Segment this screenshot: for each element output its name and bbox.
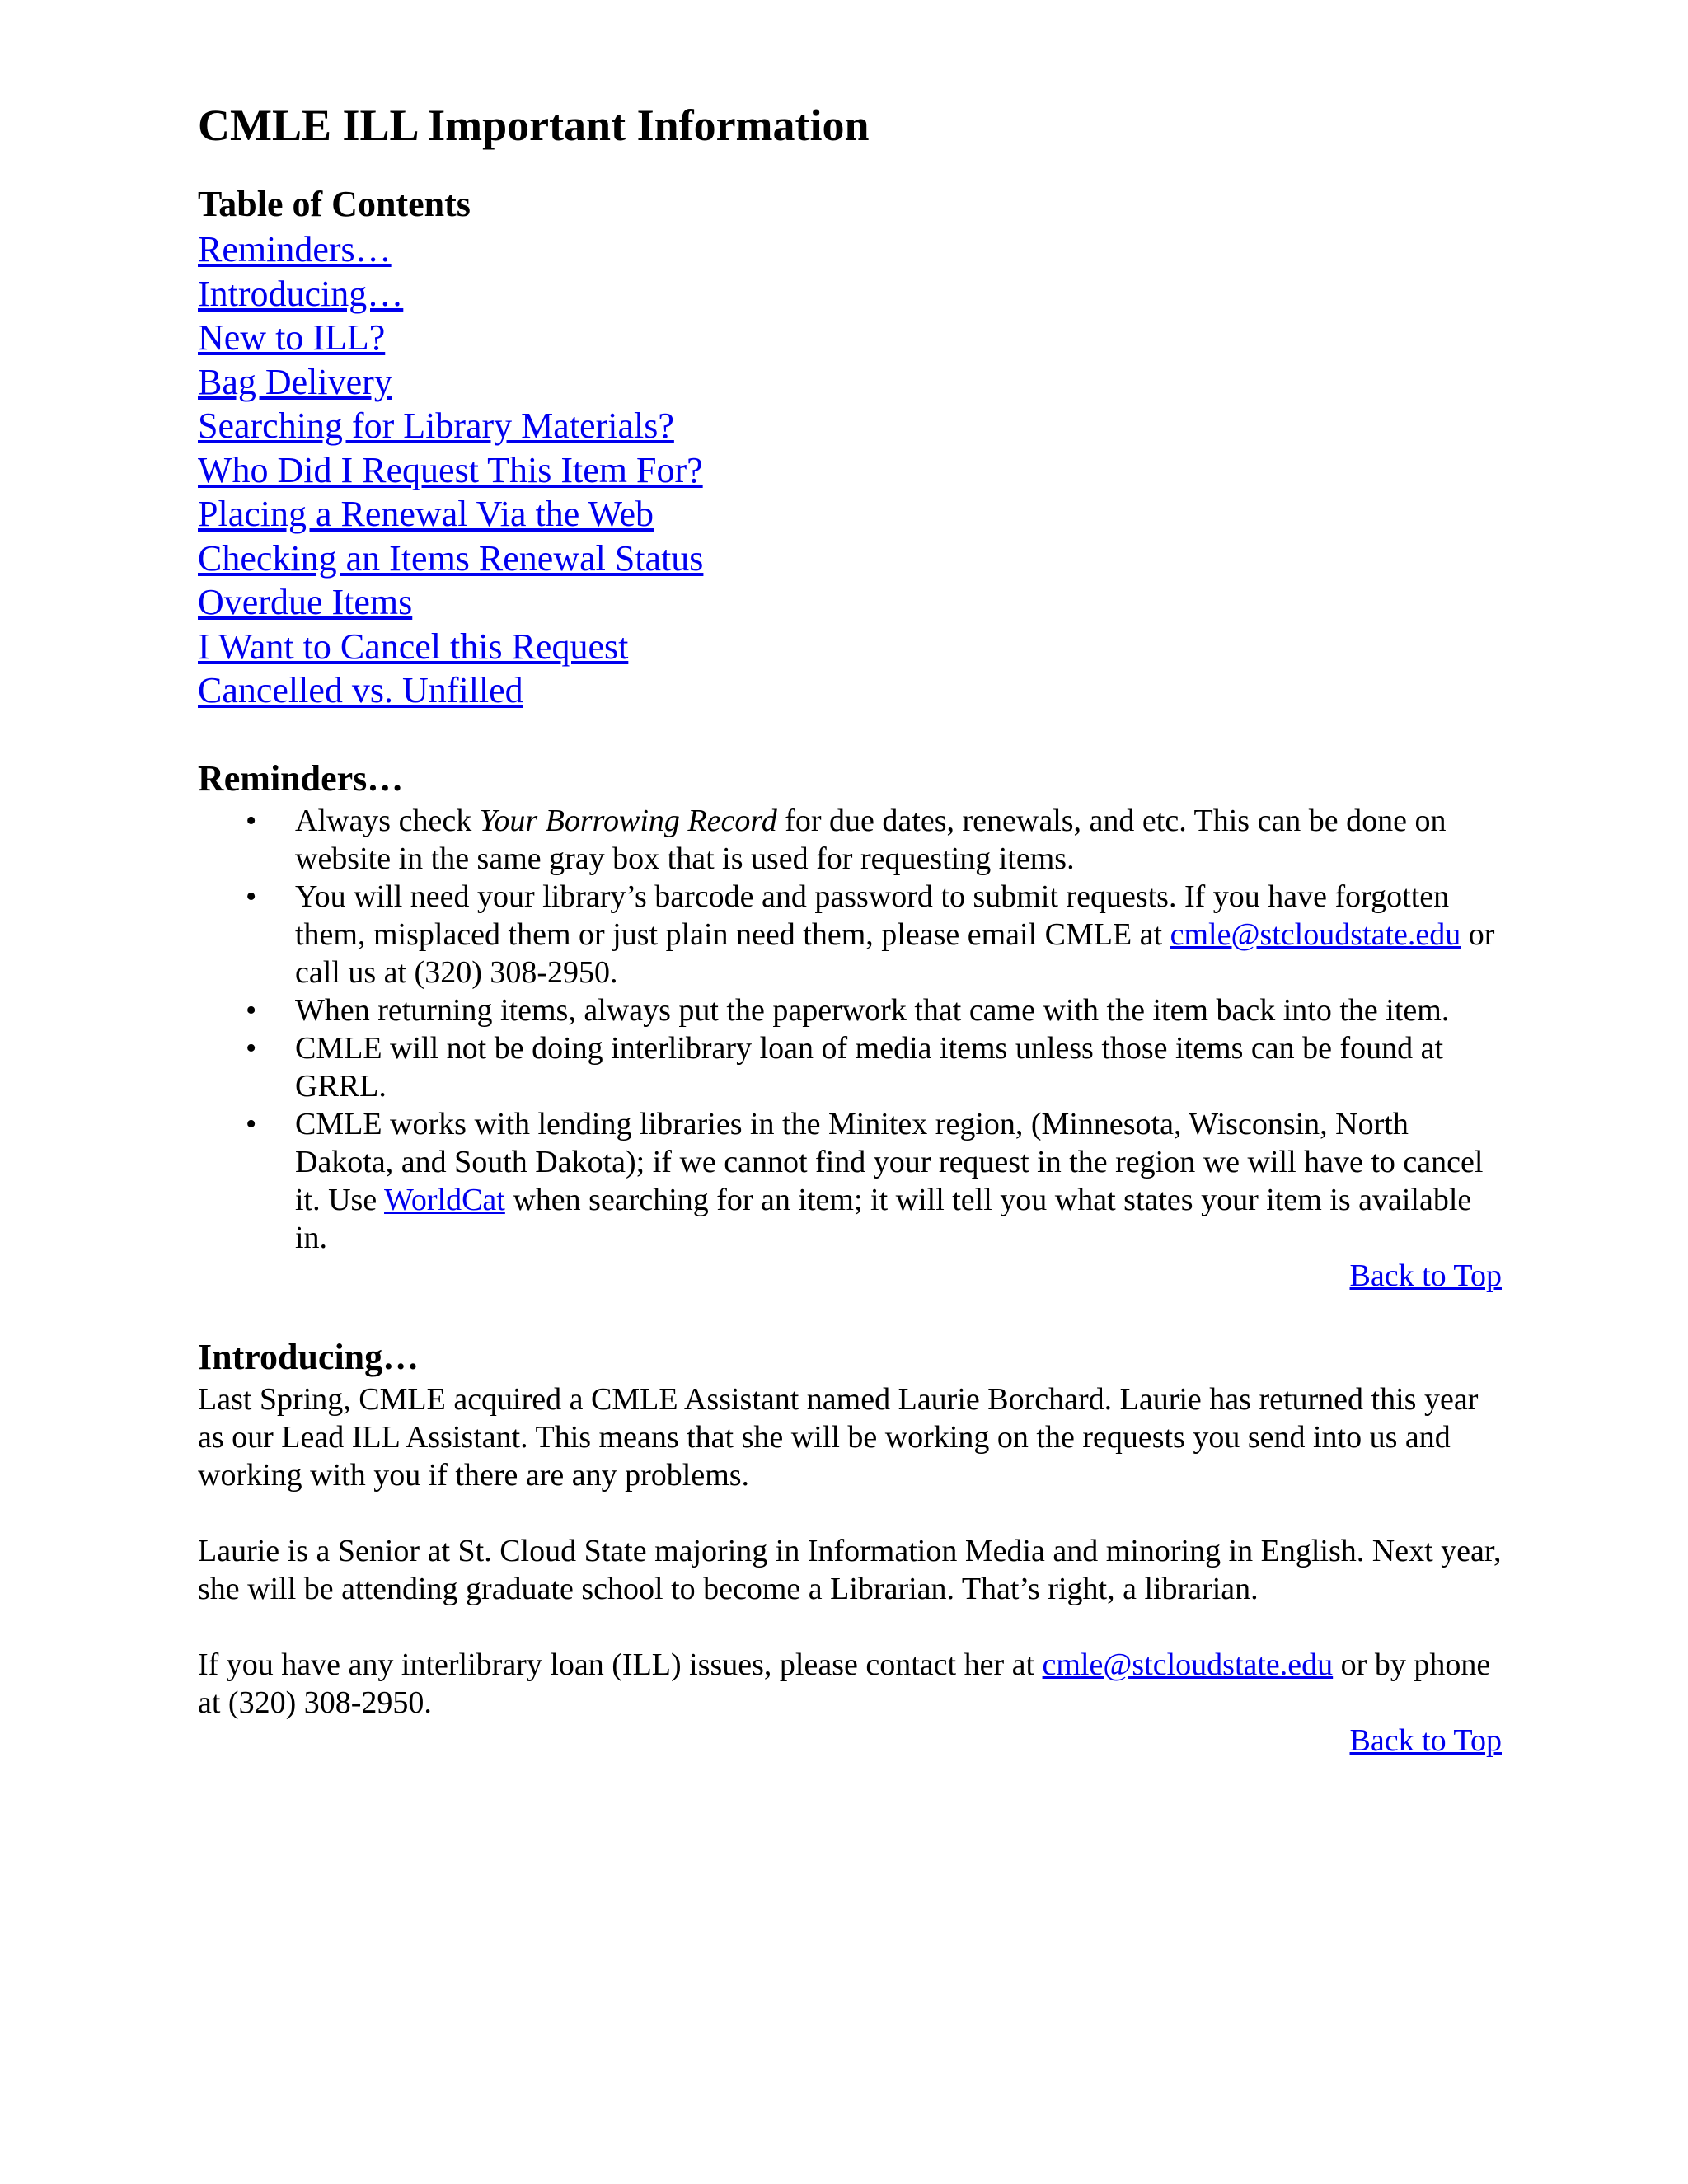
toc-link-bag-delivery[interactable]: Bag Delivery: [198, 361, 392, 402]
toc-item-renewal-status: [198, 537, 1502, 581]
intro-paragraph-1: Last Spring, CMLE acquired a CMLE Assistant named Laurie Borchard. Laurie has returned this year as our Lead ILL Assistant. This means that she will be working on the requests you send into us and working with you if there are any problems.: [198, 1381, 1479, 1493]
toc-link-cancel-request[interactable]: I Want to Cancel this Request: [198, 626, 629, 667]
page-title: CMLE ILL Important Information: [198, 101, 870, 150]
table-of-contents: [198, 227, 1502, 713]
reminder-text: When returning items, always put the paperwork that came with the item back into the item.: [295, 992, 1450, 1028]
toc-heading: Table of Contents: [198, 184, 471, 224]
reminder-text: or call us at (320) 308-2950.: [295, 916, 1495, 990]
back-to-top-link[interactable]: Back to Top: [1349, 1722, 1502, 1758]
email-link[interactable]: cmle@stcloudstate.edu: [1042, 1647, 1334, 1682]
toc-link-cancelled-vs-unfilled[interactable]: Cancelled vs. Unfilled: [198, 670, 523, 710]
toc-link-who-did-i-request[interactable]: Who Did I Request This Item For?: [198, 449, 703, 490]
list-item: [295, 802, 1502, 878]
reminders-list: [198, 802, 1502, 1257]
back-to-top-row: [198, 1722, 1502, 1760]
intro-text: If you have any interlibrary loan (ILL) issues, please contact her at: [198, 1647, 1043, 1682]
toc-item-placing-renewal: [198, 492, 1502, 537]
intro-paragraph-3: [198, 1646, 1502, 1722]
reminder-text: Always check: [295, 803, 480, 838]
intro-text: or by phone at (320) 308-2950.: [198, 1647, 1491, 1720]
email-link[interactable]: cmle@stcloudstate.edu: [1170, 916, 1461, 952]
toc-link-reminders[interactable]: Reminders…: [198, 229, 392, 269]
intro-paragraph-2: Laurie is a Senior at St. Cloud State majoring in Information Media and minoring in English. Next year, she will be attending graduate school to become a Librarian. That’s right, a librarian.: [198, 1533, 1502, 1606]
reminders-heading: Reminders…: [198, 757, 404, 799]
toc-link-renewal-status[interactable]: Checking an Items Renewal Status: [198, 537, 704, 579]
worldcat-link[interactable]: WorldCat: [384, 1182, 505, 1217]
borrowing-record-emphasis: Your Borrowing Record: [479, 803, 777, 838]
toc-link-searching[interactable]: Searching for Library Materials?: [198, 405, 674, 446]
list-item: [295, 1029, 1502, 1105]
reminder-text: CMLE works with lending libraries in the Minitex region, (Minnesota, Wisconsin, North Dakota, and South Dakota); if we cannot find your request in the region we will have to cancel it. Use: [295, 1106, 1484, 1217]
reminder-text: You will need your library’s barcode and password to submit requests. If you have forgotten them, misplaced them or just plain need them, please email CMLE at: [295, 879, 1450, 952]
back-to-top-link[interactable]: Back to Top: [1349, 1258, 1502, 1293]
introducing-heading: Introducing…: [198, 1336, 420, 1377]
reminder-text: CMLE will not be doing interlibrary loan of media items unless those items can be found at GRRL.: [295, 1030, 1444, 1104]
toc-item-reminders: [198, 227, 1502, 272]
toc-item-introducing: [198, 272, 1502, 316]
reminder-text: for due dates, renewals, and etc. This can be done on website in the same gray box that is used for requesting items.: [295, 803, 1447, 876]
reminder-text: when searching for an item; it will tell you what states your item is available in.: [295, 1182, 1472, 1255]
toc-link-new-to-ill[interactable]: New to ILL?: [198, 317, 386, 358]
list-item: [295, 878, 1502, 991]
toc-link-introducing[interactable]: Introducing…: [198, 273, 404, 314]
toc-item-searching: [198, 404, 1502, 448]
toc-item-cancelled-vs-unfilled: [198, 668, 1502, 713]
list-item: [295, 1105, 1502, 1257]
document-page: [198, 92, 1502, 1760]
toc-item-bag-delivery: [198, 360, 1502, 405]
toc-item-new-to-ill: [198, 316, 1502, 360]
toc-item-overdue-items: [198, 580, 1502, 625]
toc-link-overdue-items[interactable]: Overdue Items: [198, 582, 413, 622]
toc-link-placing-renewal[interactable]: Placing a Renewal Via the Web: [198, 494, 654, 534]
toc-item-who-did-i-request: [198, 448, 1502, 493]
back-to-top-row: [198, 1257, 1502, 1295]
list-item: [295, 991, 1502, 1029]
toc-item-cancel-request: [198, 625, 1502, 669]
